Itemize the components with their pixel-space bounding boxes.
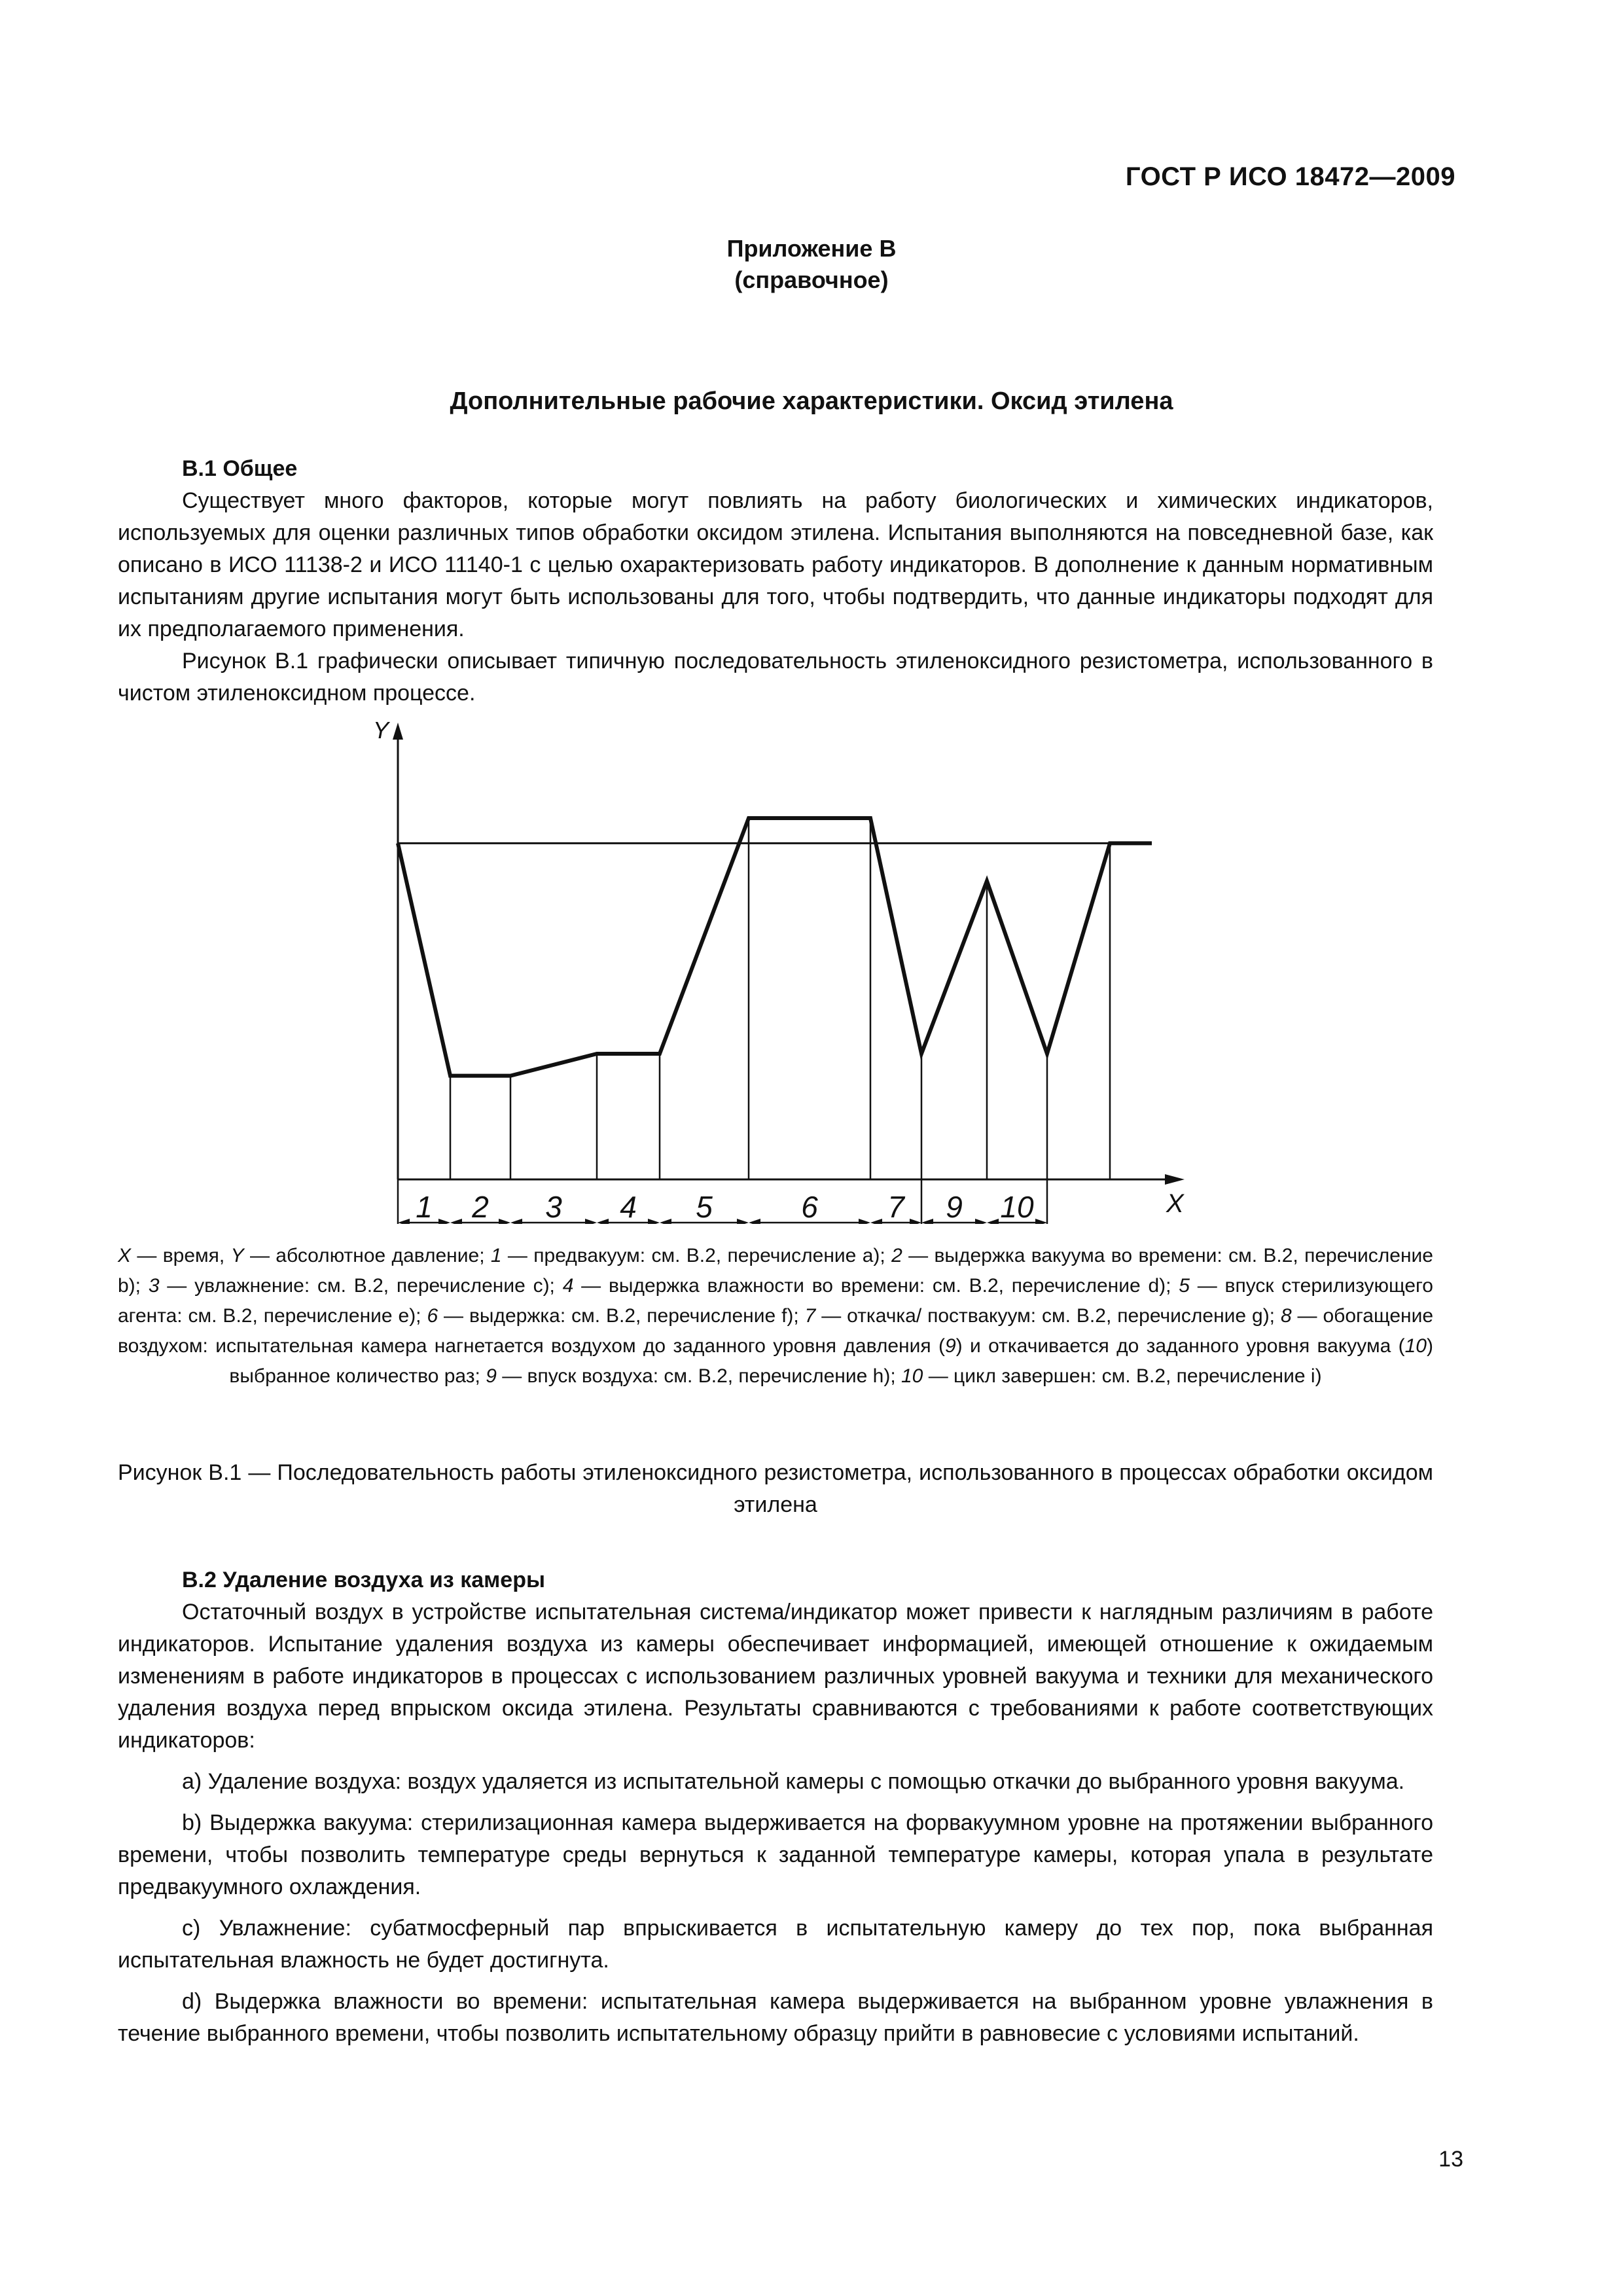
legend-label: 7	[804, 1305, 816, 1327]
legend-label: 10	[1404, 1335, 1427, 1357]
legend-text: — выдержка вакуума во времени: см. В.2, перечисление b);	[118, 1245, 1433, 1297]
interval-arrowhead	[859, 1219, 870, 1224]
interval-arrowhead	[921, 1219, 933, 1224]
interval-label: 2	[472, 1190, 489, 1224]
legend-text: — впуск стерилизующего агента: см. В.2, перечисление е);	[118, 1275, 1433, 1327]
legend-text: — абсолютное давление;	[243, 1245, 491, 1266]
interval-label: 6	[801, 1190, 818, 1224]
pressure-curve	[398, 818, 1152, 1076]
legend-label: 4	[562, 1275, 574, 1297]
legend-text: — обогащение воздухом: испытательная камера нагнетается воздухом до заданного уровня давления (	[118, 1305, 1434, 1357]
interval-arrowhead	[398, 1219, 410, 1224]
y-axis-arrow	[393, 723, 403, 740]
b2-heading: В.2 Удаление воздуха из камеры	[182, 1568, 546, 1592]
y-axis-label: Y	[373, 717, 389, 744]
legend-label: 2	[891, 1245, 902, 1266]
interval-arrowhead	[975, 1219, 987, 1224]
interval-label: 5	[696, 1190, 713, 1224]
legend-text: — увлажнение: см. В.2, перечисление с);	[159, 1275, 563, 1297]
interval-arrowhead	[987, 1219, 999, 1224]
legend-label: 9	[944, 1335, 956, 1357]
legend-text: — откачка/ поствакуум: см. В.2, перечисление g);	[815, 1305, 1281, 1327]
legend-text: ) выбранное количество раз;	[229, 1335, 1433, 1387]
legend-label: X	[118, 1245, 132, 1266]
section-title: Дополнительные рабочие характеристики. Оксид этилена	[450, 387, 1173, 415]
interval-arrowhead	[870, 1219, 882, 1224]
legend-label: 8	[1280, 1305, 1292, 1327]
b1-paragraph-1: Существует много факторов, которые могут повлиять на работу биологических и химических индикаторов, используемых для оценки различных типов обработки оксидом этилена. Испытания выполняются на повседневной базе, как описано в ИСО 11138-2 и ИСО 11140-1 с целью охарактеризовать работу индикаторов. В дополнение к данным нормативным испытаниям другие испытания могут быть использованы для того, чтобы подтвердить, что данные индикаторы подходят для их предполагаемого применения.	[118, 488, 1433, 641]
figure-caption: Рисунок В.1 — Последовательность работы этиленоксидного резистометра, использованного в процессах обработки оксидом этилена	[118, 1460, 1433, 1517]
legend-label: 5	[1179, 1275, 1190, 1297]
legend-label: 9	[486, 1365, 497, 1387]
legend-text: — выдержка влажности во времени: см. В.2, перечисление d);	[573, 1275, 1179, 1297]
interval-arrowhead	[660, 1219, 671, 1224]
interval-arrowhead	[585, 1219, 597, 1224]
interval-label: 4	[620, 1190, 637, 1224]
interval-arrowhead	[597, 1219, 609, 1224]
legend-text: — выдержка: см. В.2, перечисление f);	[438, 1305, 805, 1327]
interval-arrowhead	[499, 1219, 510, 1224]
interval-arrowhead	[910, 1219, 921, 1224]
section-b1	[118, 453, 1433, 709]
b2-list-item-c: c) Увлажнение: субатмосферный пар впрыскивается в испытательную камеру до тех пор, пока выбранная испытательная влажность не будет достигнута.	[118, 1916, 1433, 1973]
document-header: ГОСТ Р ИСО 18472—2009	[1125, 162, 1455, 191]
b2-paragraph-1: Остаточный воздух в устройстве испытательная система/индикатор может привести к наглядным различиям в работе индикаторов. Испытание удаления воздуха из камеры обеспечивает информацией, имеющей отношение к ожидаемым изменениям в работе индикаторов в процессах с использованием различных уровней вакуума и техники для механического удаления воздуха перед впрыском оксида этилена. Результаты сравниваются с требованиями к работе соответствующих индикаторов:	[118, 1600, 1433, 1753]
interval-arrowhead	[749, 1219, 760, 1224]
b1-heading: В.1 Общее	[182, 456, 298, 481]
legend-label: 6	[427, 1305, 438, 1327]
b2-list-item-a: а) Удаление воздуха: воздух удаляется из испытательной камеры с помощью откачки до выбранного уровня вакуума.	[182, 1769, 1405, 1794]
interval-arrowhead	[737, 1219, 749, 1224]
legend-label: 10	[901, 1365, 923, 1387]
legend-text: — цикл завершен: см. В.2, перечисление i)	[923, 1365, 1322, 1387]
interval-label: 7	[887, 1190, 904, 1224]
legend-label: 3	[148, 1275, 160, 1297]
annex-title: Приложение В	[726, 235, 897, 262]
interval-label: 10	[1000, 1190, 1034, 1224]
legend-text: — время,	[131, 1245, 231, 1266]
figure-b1-chart	[366, 713, 1217, 1224]
section-b2	[118, 1564, 1433, 2059]
interval-arrowhead	[648, 1219, 660, 1224]
x-axis-label: X	[1166, 1189, 1184, 1218]
page-number: 13	[1438, 2147, 1463, 2172]
legend-text: — предвакуум: см. В.2, перечисление а);	[501, 1245, 892, 1266]
interval-arrowhead	[1035, 1219, 1047, 1224]
b2-list-item-d: d) Выдержка влажности во времени: испытательная камера выдерживается на выбранном уровне увлажнения в течение выбранного времени, чтобы позволить испытательному образцу прийти в равновесие с условиями испытаний.	[118, 1989, 1433, 2046]
figure-legend	[118, 1241, 1433, 1391]
interval-label: 3	[545, 1190, 562, 1224]
legend-label: 1	[490, 1245, 502, 1266]
b2-list-item-b: b) Выдержка вакуума: стерилизационная камера выдерживается на форвакуумном уровне на протяжении выбранного времени, чтобы позволить температуре среды вернуться к заданной температуре камеры, которая упала в результате предвакуумного охлаждения.	[118, 1810, 1433, 1899]
legend-text: — впуск воздуха: см. В.2, перечисление h);	[496, 1365, 901, 1387]
interval-arrowhead	[510, 1219, 522, 1224]
interval-arrowhead	[450, 1219, 462, 1224]
b1-paragraph-2: Рисунок В.1 графически описывает типичную последовательность этиленоксидного резистометра, использованного в чистом этиленоксидном процессе.	[118, 649, 1433, 706]
interval-arrowhead	[438, 1219, 450, 1224]
annex-subtitle: (справочное)	[734, 266, 889, 293]
legend-text: ) и откачивается до заданного уровня вакуума (	[955, 1335, 1405, 1357]
x-axis-arrow	[1165, 1174, 1185, 1185]
interval-label: 1	[416, 1190, 433, 1224]
legend-label: Y	[230, 1245, 244, 1266]
annex-heading	[0, 233, 1623, 296]
interval-label: 9	[946, 1190, 963, 1224]
